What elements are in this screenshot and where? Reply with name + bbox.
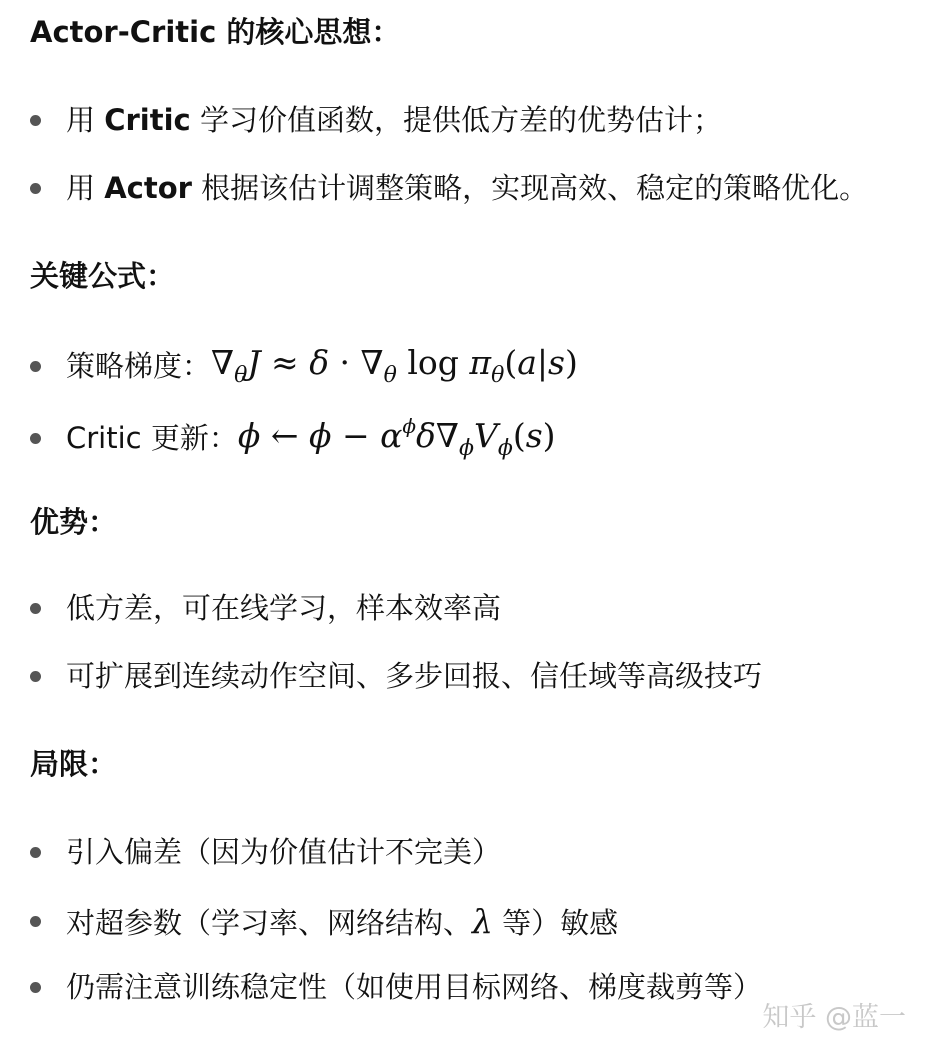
- list-item-policy-gradient: [30, 343, 578, 388]
- heading-limitations: 局限：: [30, 747, 118, 781]
- item-text: 可扩展到连续动作空间、多步回报、信任域等高级技巧: [66, 659, 763, 693]
- formula-label: 策略梯度：: [66, 349, 212, 383]
- item-text: 仍需注意训练稳定性（如使用目标网络、梯度裁剪等）: [66, 970, 763, 1004]
- item-text: 低方差，可在线学习，样本效率高: [66, 591, 502, 625]
- heading-key-formulas: 关键公式：: [30, 259, 176, 293]
- item-text: 引入偏差（因为价值估计不完美）: [66, 835, 502, 869]
- watermark: 知乎 @蓝一: [762, 1002, 906, 1033]
- item-text: 用 Actor 根据该估计调整策略，实现高效、稳定的策略优化。: [66, 171, 869, 205]
- list-item-hyperparams: [30, 902, 619, 941]
- bullet-icon: [30, 183, 41, 194]
- list-item: [30, 970, 763, 1004]
- bullet-icon: [30, 982, 41, 993]
- heading-core-idea: Actor-Critic 的核心思想：: [30, 15, 401, 49]
- item-text: 用 Critic 学习价值函数，提供低方差的优势估计；: [66, 103, 722, 137]
- bullet-icon: [30, 916, 41, 927]
- list-item-actor: [30, 171, 869, 205]
- bullet-icon: [30, 115, 41, 126]
- lambda-symbol: λ: [472, 902, 493, 941]
- bullet-icon: [30, 671, 41, 682]
- list-item-critic-update: [30, 416, 556, 460]
- heading-advantages: 优势：: [30, 505, 118, 539]
- list-item: [30, 659, 763, 693]
- bullet-icon: [30, 433, 41, 444]
- critic-update-formula: ϕ ← $\phi - \alpha^\phi\delta\nabla_\phi V_\phi(s)$: [237, 414, 556, 461]
- list-item: [30, 591, 502, 625]
- bullet-icon: [30, 603, 41, 614]
- formula-label: Critic 更新：: [66, 420, 238, 455]
- policy-gradient-formula: $\nabla_\theta J \approx \delta \cdot \nabla_\theta$ $\log \pi_\theta(a|s)$: [211, 343, 578, 388]
- list-item-critic: [30, 103, 722, 137]
- item-text: 对超参数（学习率、网络结构、λ 等）敏感: [66, 902, 619, 941]
- bullet-icon: [30, 847, 41, 858]
- list-item: [30, 835, 502, 869]
- bullet-icon: [30, 361, 41, 372]
